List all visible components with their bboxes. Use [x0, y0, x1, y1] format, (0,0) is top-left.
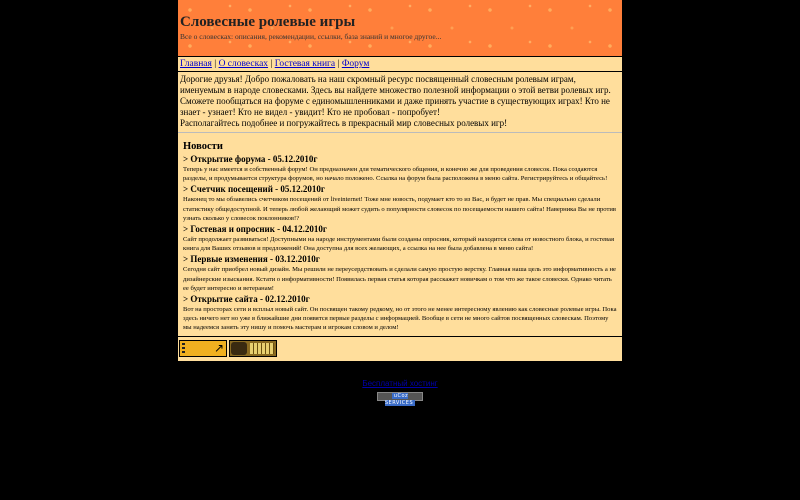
liveinternet-counter-icon[interactable] — [179, 340, 227, 357]
site-header — [178, 0, 622, 56]
news-item — [183, 154, 618, 183]
site-tagline: Все о словесках: описания, рекомендации, ссылки, база знаний и многое другое... — [180, 32, 442, 41]
footer — [360, 373, 440, 409]
menu-link-guestbook[interactable]: Гостевая книга — [274, 59, 336, 69]
welcome-block — [178, 72, 622, 133]
news-item — [183, 224, 618, 253]
ucoz-badge-label: uCoz SERVICES — [384, 393, 414, 406]
news-item — [183, 254, 618, 293]
news-item-title: > Открытие сайта - 02.12.2010г — [183, 294, 310, 305]
menu-separator: | — [214, 59, 217, 69]
menu-link-home[interactable]: Главная — [180, 59, 212, 69]
visit-counter-icon[interactable] — [229, 340, 277, 357]
main-menu — [178, 56, 622, 72]
news-item-title: > Первые изменения - 03.12.2010г — [183, 254, 320, 265]
menu-separator: | — [270, 59, 273, 69]
welcome-text: Дорогие друзья! Добро пожаловать на наш скромный ресурс посвященный словесным ролевым играм, именуемым в народе словесками. Здесь вы найдете множество полезной информации о этой ветви ролевых игр. Сможете пообщаться на форуме с единомышленниками и даже принять участие в существующих играх! Кто не знает - узнает! Кто не видел - увидит! Кто не пробовал - попробует! — [180, 74, 611, 117]
news-item-title: > Гостевая и опросник - 04.12.2010г — [183, 224, 327, 235]
news-block — [178, 133, 622, 336]
ucoz-badge[interactable] — [377, 392, 423, 406]
news-item-title: > Счетчик посещений - 05.12.2010г — [183, 184, 325, 195]
page-container — [178, 0, 622, 361]
counter-logo-icon — [231, 342, 247, 355]
news-item-text: Наконец то мы обзавелись счетчиком посещений от liveinternet! Тоже мне новость, подумает кто то из Вас, и будет не прав. Мы специально сделали статистику общедоступной. И теперь любой желающий может судить о популярности словесок по посещаемости нашего сайта! Наверника Вы не против узнать сколько у словесок поклонников!? — [183, 196, 617, 222]
menu-link-forum[interactable]: Форум — [341, 59, 370, 69]
welcome-text-2: Располагайтесь подобнее и погружайтесь в прекрасный мир словесных ролевых игр! — [180, 118, 508, 128]
counter-digits-icon — [250, 343, 274, 354]
news-item-text: Сайт продолжает развиваться! Доступными на народе инструментами были созданы опросник, который находится слева от новостного блока, и гостевая книга для Ваших отзывов и предложений! Она доступна для всех желающих, а ссылка на нее была добавлена в меню сайта! — [183, 236, 615, 253]
news-item-text: Вот на просторах сети и всплыл новый сайт. Он посвящен такому редкому, но от этого не менее интересному явлению как словесные ролевые игры. Пока здесь ничего нет но уже в ближайшие дни появятся первые разделы с информацией. Вообще в сети не много сайтов посвященных словескам. Поэтому мы надеемся занять эту нишу и помочь мастерам и игрокам словом и делом! — [183, 306, 617, 332]
site-title: Словесные ролевые игры — [180, 14, 356, 30]
news-item-text: Теперь у нас имеется и собственный форум! Он предназначен для тематического общения, и конечно же для проведения словесок. Пока создаются разделы, и продумывается структура форумов, но начало положено. Ссылка на форум была расположена в меню сайта. Регистрируйтесь и общайтесь! — [183, 166, 608, 183]
news-item — [183, 184, 618, 223]
menu-link-about[interactable]: О словесках — [218, 59, 269, 69]
news-item — [183, 294, 618, 333]
news-item-text: Сегодня сайт приобрел новый дизайн. Мы решили не переусердствовать и сделали самую простую верстку. Главная наша цель это информативность а не дизайнерские изыскания. Кстати о информативности! Появилась первая статья которая расскажет новичкам о том что же такое словески. Однако читать ее будет интересно и ветеранам! — [183, 266, 616, 292]
free-hosting-link[interactable]: Бесплатный хостинг — [362, 379, 438, 388]
arrow-up-right-icon: ↗ — [213, 341, 224, 356]
counter-bars-icon — [182, 343, 185, 355]
news-heading: Новости — [183, 141, 223, 152]
news-item-title: > Открытие форума - 05.12.2010г — [183, 154, 318, 164]
menu-separator: | — [337, 59, 340, 69]
counters-bar — [178, 336, 622, 361]
